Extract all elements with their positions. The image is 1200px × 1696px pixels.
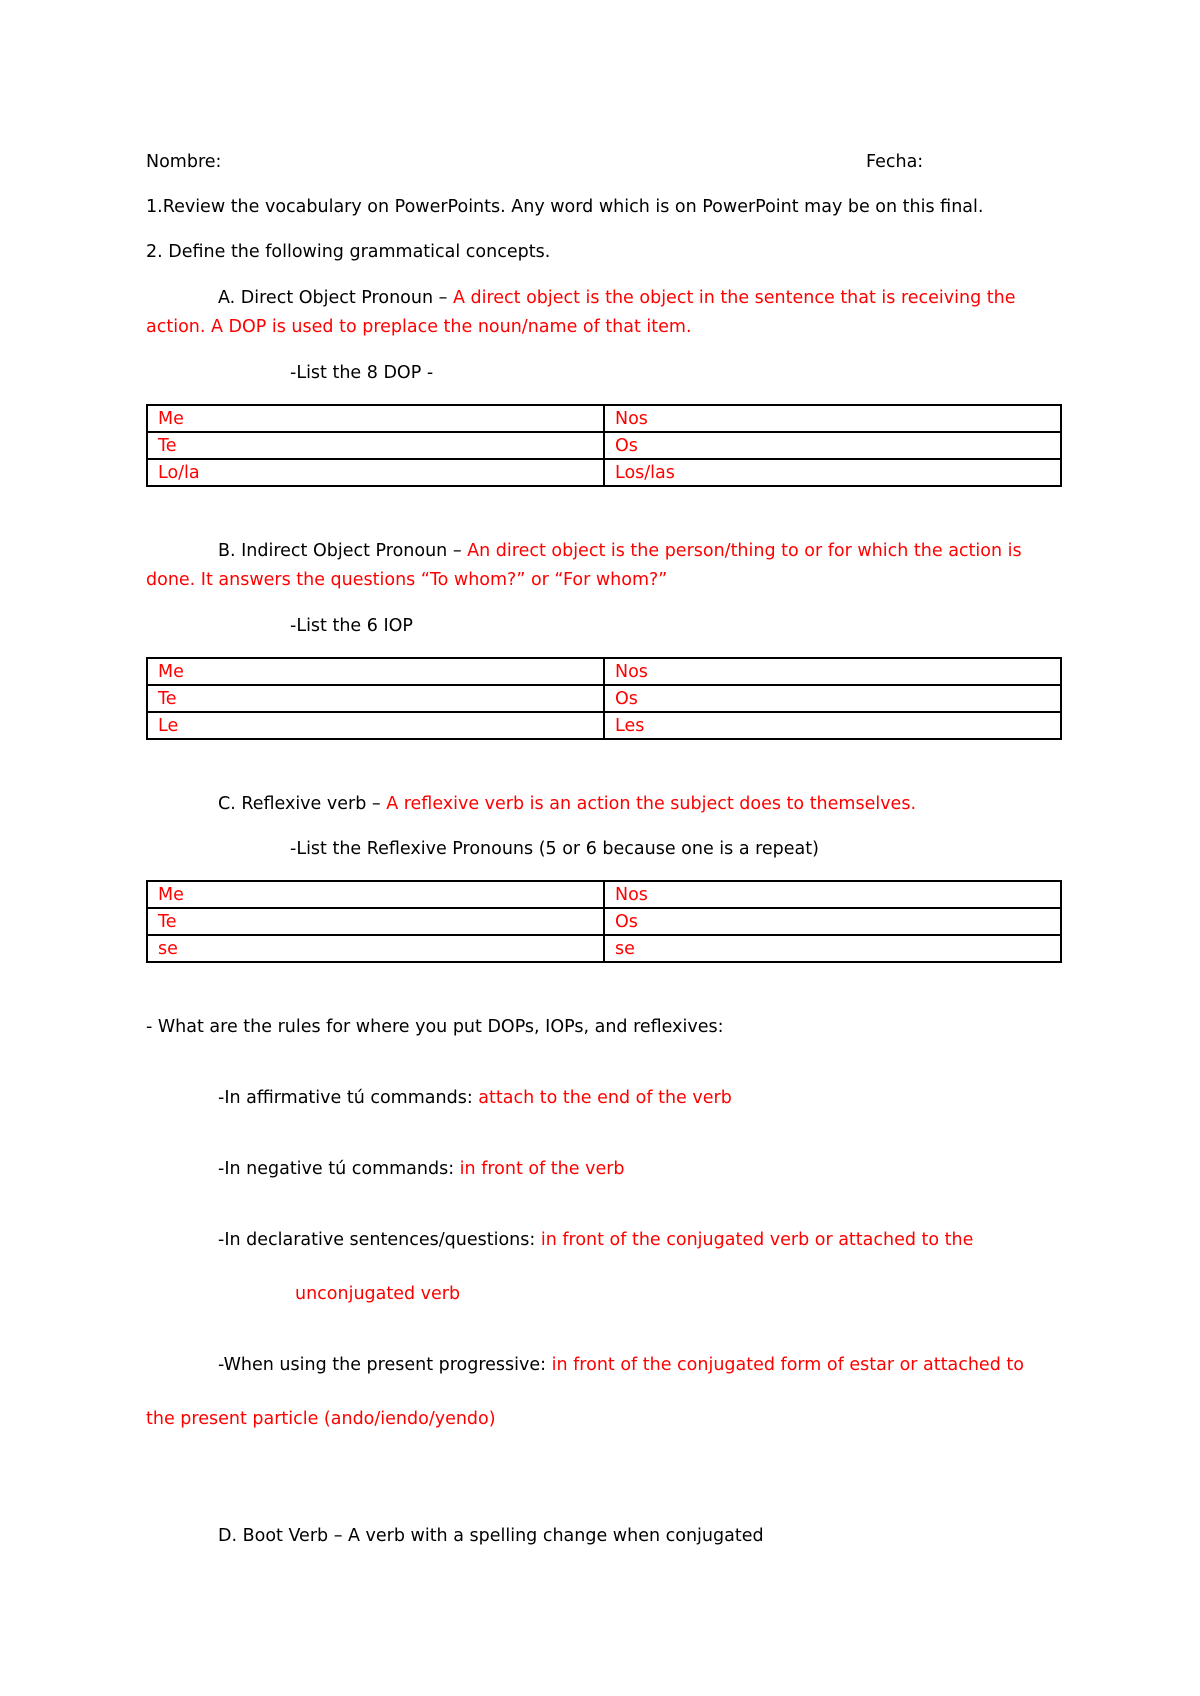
rule-affirmative-answer: attach to the end of the verb (478, 1088, 732, 1108)
section-b-answer-line1: An direct object is the person/thing to or for which the action is (467, 541, 1022, 561)
section-b-answer-line2: done. It answers the questions “To whom?” or “For whom?” (146, 570, 668, 590)
rule-negative (218, 1158, 625, 1180)
table-row (147, 432, 1061, 459)
section-c-answer: A reflexive verb is an action the subject does to themselves. (386, 794, 917, 814)
section-b-list-label: -List the 6 IOP (290, 616, 413, 636)
rule-negative-answer: in front of the verb (459, 1159, 625, 1179)
table-row (147, 405, 1061, 432)
rule-progressive-answer-line1: in front of the conjugated form of estar or attached to (551, 1355, 1024, 1375)
rule-negative-label: -In negative tú commands: (218, 1159, 460, 1179)
instruction-1: 1.Review the vocabulary on PowerPoints. Any word which is on PowerPoint may be on this final. (146, 197, 984, 217)
table-cell: Le (147, 712, 604, 739)
section-a-list-label: -List the 8 DOP - (290, 363, 434, 383)
table-cell: Me (147, 658, 604, 685)
section-b-definition (218, 540, 1022, 562)
table-cell: Me (147, 881, 604, 908)
rule-declarative-answer-line2: unconjugated verb (295, 1284, 461, 1304)
table-row (147, 658, 1061, 685)
date-label: Fecha: (866, 152, 924, 172)
rule-progressive (218, 1354, 1024, 1376)
table-cell: Os (604, 908, 1061, 935)
table-cell: Me (147, 405, 604, 432)
section-d-definition: D. Boot Verb – A verb with a spelling change when conjugated (218, 1526, 764, 1546)
rule-affirmative (218, 1087, 732, 1109)
section-c-term: C. Reflexive verb – (218, 794, 387, 814)
table-cell: Nos (604, 405, 1061, 432)
section-a-term: A. Direct Object Pronoun – (218, 288, 453, 308)
table-row (147, 881, 1061, 908)
section-a-answer-line2: action. A DOP is used to preplace the noun/name of that item. (146, 317, 692, 337)
table-cell: Nos (604, 658, 1061, 685)
table-row (147, 712, 1061, 739)
table-cell: Les (604, 712, 1061, 739)
table-cell: Te (147, 685, 604, 712)
rule-declarative-answer-line1: in front of the conjugated verb or attached to the (540, 1230, 974, 1250)
section-a-answer-line1: A direct object is the object in the sentence that is receiving the (452, 288, 1016, 308)
table-cell: Te (147, 908, 604, 935)
rules-question: - What are the rules for where you put DOPs, IOPs, and reflexives: (146, 1017, 724, 1037)
table-row (147, 908, 1061, 935)
iop-table (146, 657, 1062, 740)
reflexive-table (146, 880, 1062, 963)
table-cell: Os (604, 432, 1061, 459)
table-row (147, 459, 1061, 486)
instruction-2: 2. Define the following grammatical concepts. (146, 242, 551, 262)
rule-declarative-label: -In declarative sentences/questions: (218, 1230, 541, 1250)
rule-declarative (218, 1229, 973, 1251)
section-b-term: B. Indirect Object Pronoun – (218, 541, 468, 561)
table-cell: Os (604, 685, 1061, 712)
rule-progressive-answer-line2: the present particle (ando/iendo/yendo) (146, 1409, 496, 1429)
table-cell: Nos (604, 881, 1061, 908)
table-cell: Lo/la (147, 459, 604, 486)
name-label: Nombre: (146, 152, 222, 172)
rule-progressive-label: -When using the present progressive: (218, 1355, 552, 1375)
table-cell: se (147, 935, 604, 962)
section-c-definition (218, 793, 916, 815)
section-a-definition (218, 287, 1015, 309)
table-row (147, 685, 1061, 712)
table-row (147, 935, 1061, 962)
table-cell: Te (147, 432, 604, 459)
rule-affirmative-label: -In affirmative tú commands: (218, 1088, 479, 1108)
table-cell: Los/las (604, 459, 1061, 486)
dop-table (146, 404, 1062, 487)
section-c-list-label: -List the Reflexive Pronouns (5 or 6 because one is a repeat) (290, 839, 819, 859)
table-cell: se (604, 935, 1061, 962)
